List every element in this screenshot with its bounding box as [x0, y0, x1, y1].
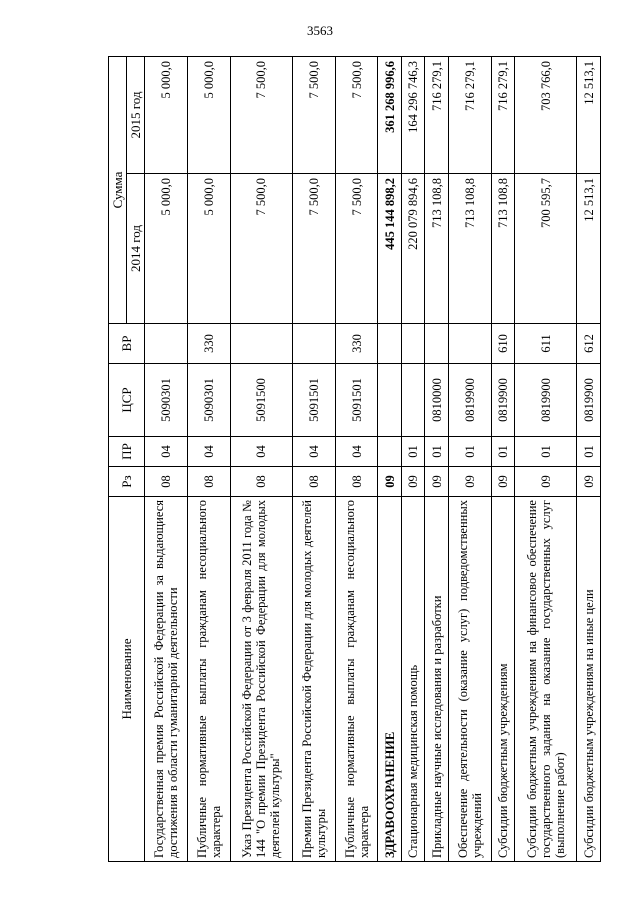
table-row [448, 57, 491, 862]
cell-pr: 04 [292, 437, 335, 467]
table-row [491, 57, 514, 862]
cell-vr: 611 [515, 324, 577, 364]
cell-y2014: 7 500,0 [230, 174, 292, 324]
cell-name: Прикладные научные исследования и разработки [425, 497, 448, 862]
header-vr: ВР [109, 324, 145, 364]
header-2015: 2015 год [127, 57, 145, 174]
table-row [401, 57, 424, 862]
cell-pr: 04 [335, 437, 378, 467]
cell-csr: 0819900 [577, 364, 601, 437]
cell-csr: 0810000 [425, 364, 448, 437]
cell-name: Премии Президента Российской Федерации для молодых деятелей культуры [292, 497, 335, 862]
cell-y2015: 7 500,0 [335, 57, 378, 174]
cell-rz: 09 [401, 467, 424, 497]
cell-y2014: 713 108,8 [425, 174, 448, 324]
cell-csr: 0819900 [448, 364, 491, 437]
cell-csr: 5090301 [187, 364, 230, 437]
cell-name: Субсидии бюджетным учреждениям [491, 497, 514, 862]
cell-vr: 612 [577, 324, 601, 364]
cell-pr: 01 [577, 437, 601, 467]
table-row [577, 57, 601, 862]
cell-y2014: 445 144 898,2 [378, 174, 401, 324]
cell-y2014: 12 513,1 [577, 174, 601, 324]
cell-y2014: 713 108,8 [448, 174, 491, 324]
cell-csr: 5091501 [335, 364, 378, 437]
cell-y2015: 703 766,0 [515, 57, 577, 174]
cell-name: Публичные нормативные выплаты гражданам несоциального характера [187, 497, 230, 862]
page-number: 3563 [307, 23, 333, 38]
cell-name: Субсидии бюджетным учреждениям на финансовое обеспечение государственного задания на оказание государственных услуг (выполнение работ) [515, 497, 577, 862]
cell-rz: 09 [378, 467, 401, 497]
cell-name: ЗДРАВООХРАНЕНИЕ [378, 497, 401, 862]
cell-csr: 5091500 [230, 364, 292, 437]
cell-vr: 330 [187, 324, 230, 364]
cell-vr: 610 [491, 324, 514, 364]
header-name: Наименование [109, 497, 145, 862]
cell-pr: 04 [145, 437, 188, 467]
cell-pr: 01 [448, 437, 491, 467]
cell-csr [401, 364, 424, 437]
cell-pr: 01 [425, 437, 448, 467]
cell-vr [145, 324, 188, 364]
cell-vr [292, 324, 335, 364]
cell-y2014: 7 500,0 [292, 174, 335, 324]
cell-y2015: 12 513,1 [577, 57, 601, 174]
budget-table-rotated [108, 57, 601, 862]
cell-y2014: 5 000,0 [145, 174, 188, 324]
cell-name: Стационарная медицинская помощь [401, 497, 424, 862]
cell-y2015: 361 268 996,6 [378, 57, 401, 174]
cell-rz: 08 [187, 467, 230, 497]
budget-table [108, 56, 601, 862]
cell-pr: 04 [187, 437, 230, 467]
cell-vr [378, 324, 401, 364]
cell-y2015: 716 279,1 [491, 57, 514, 174]
cell-y2014: 713 108,8 [491, 174, 514, 324]
cell-y2015: 716 279,1 [425, 57, 448, 174]
cell-csr: 0819900 [491, 364, 514, 437]
cell-vr [425, 324, 448, 364]
cell-rz: 09 [577, 467, 601, 497]
header-csr: ЦСР [109, 364, 145, 437]
cell-name: Государственная премия Российской Федерации за выдающиеся достижения в области гуманитарной деятельности [145, 497, 188, 862]
table-row [335, 57, 378, 862]
cell-csr: 5091501 [292, 364, 335, 437]
cell-y2014: 7 500,0 [335, 174, 378, 324]
cell-pr: 04 [230, 437, 292, 467]
table-row [145, 57, 188, 862]
cell-rz: 08 [145, 467, 188, 497]
cell-name: Публичные нормативные выплаты гражданам несоциального характера [335, 497, 378, 862]
cell-vr [448, 324, 491, 364]
cell-name: Субсидии бюджетным учреждениям на иные цели [577, 497, 601, 862]
cell-y2014: 700 595,7 [515, 174, 577, 324]
cell-pr [378, 437, 401, 467]
cell-y2015: 164 296 746,3 [401, 57, 424, 174]
cell-rz: 08 [335, 467, 378, 497]
table-row [515, 57, 577, 862]
cell-y2015: 716 279,1 [448, 57, 491, 174]
cell-y2015: 7 500,0 [230, 57, 292, 174]
cell-rz: 09 [515, 467, 577, 497]
header-pr: ПР [109, 437, 145, 467]
table-row [292, 57, 335, 862]
cell-name: Обеспечение деятельности (оказание услуг) подведомственных учреждений [448, 497, 491, 862]
cell-rz: 08 [230, 467, 292, 497]
cell-csr [378, 364, 401, 437]
cell-vr: 330 [335, 324, 378, 364]
table-row [425, 57, 448, 862]
cell-rz: 08 [292, 467, 335, 497]
table-row [187, 57, 230, 862]
cell-vr [230, 324, 292, 364]
table-row [230, 57, 292, 862]
cell-name: Указ Президента Российской Федерации от 3 февраля 2011 года № 144 "О премии Президента Российской Федерации для молодых деятелей культуры" [230, 497, 292, 862]
header-2014: 2014 год [127, 174, 145, 324]
cell-pr: 01 [491, 437, 514, 467]
header-rz: Рз [109, 467, 145, 497]
cell-rz: 09 [491, 467, 514, 497]
cell-pr: 01 [515, 437, 577, 467]
cell-y2015: 5 000,0 [187, 57, 230, 174]
table-body [145, 57, 601, 862]
cell-y2015: 5 000,0 [145, 57, 188, 174]
header-sum: Сумма [109, 57, 127, 324]
cell-rz: 09 [425, 467, 448, 497]
cell-pr: 01 [401, 437, 424, 467]
cell-y2014: 5 000,0 [187, 174, 230, 324]
cell-rz: 09 [448, 467, 491, 497]
cell-y2015: 7 500,0 [292, 57, 335, 174]
cell-vr [401, 324, 424, 364]
cell-csr: 0819900 [515, 364, 577, 437]
cell-y2014: 220 079 894,6 [401, 174, 424, 324]
cell-csr: 5090301 [145, 364, 188, 437]
table-row [378, 57, 401, 862]
